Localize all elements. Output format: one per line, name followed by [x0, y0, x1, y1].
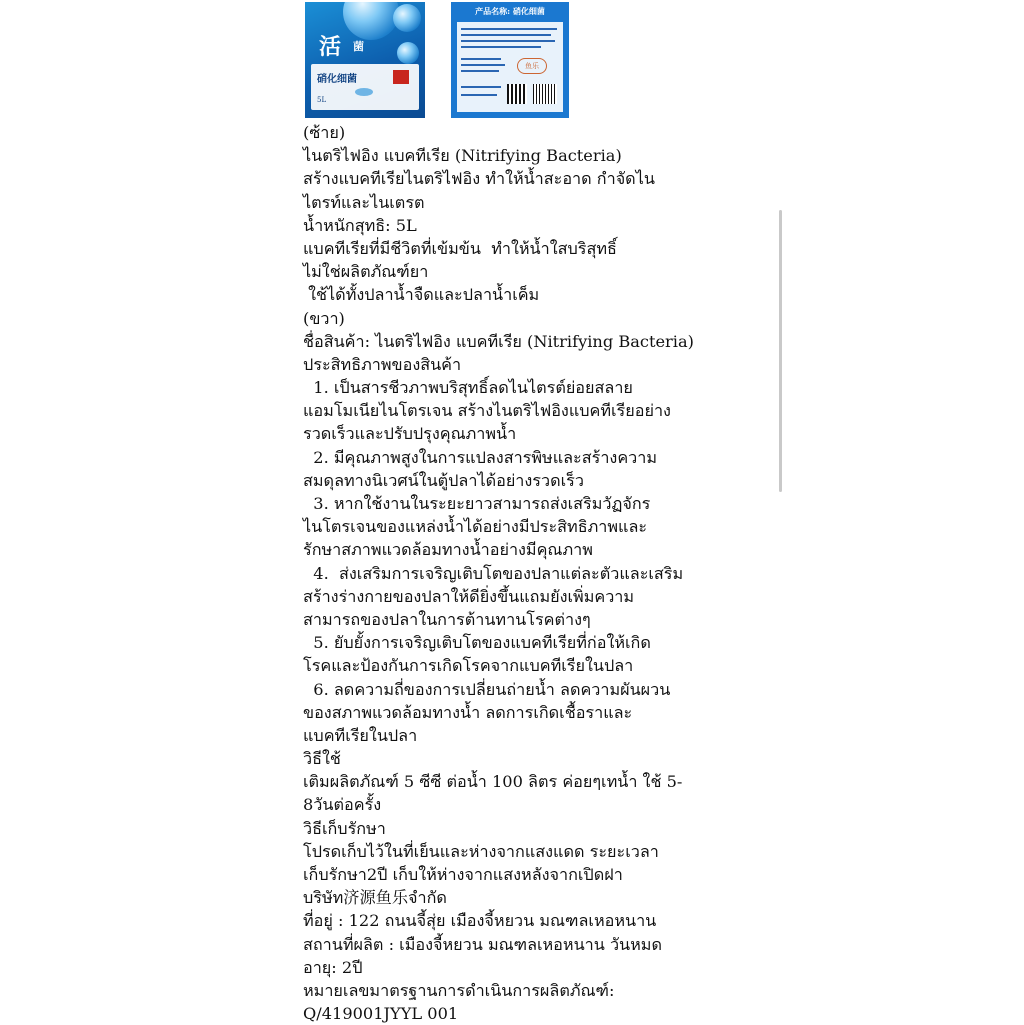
description-line: 6. ลดความถี่ของการเปลี่ยนถ่ายน้ำ ลดความผันผวน — [303, 679, 671, 699]
description-line: สร้างร่างกายของปลาให้ดียิ่งขึ้นแถมยังเพิ่มความ — [303, 586, 635, 606]
description-line: วิธีเก็บรักษา — [303, 818, 386, 838]
description-line: โปรดเก็บไว้ในที่เย็นและห่างจากแสงแดด ระยะเวลา — [303, 841, 659, 861]
description-line: ไตรท์และไนเตรต — [303, 192, 425, 212]
package-brand-subtext: 菌 — [353, 40, 364, 53]
product-description — [303, 121, 733, 1025]
description-line: 3. หากใช้งานในระยะยาวสามารถส่งเสริมวัฏจักร — [303, 494, 651, 513]
description-line: สามารถของปลาในการต้านทานโรคต่างๆ — [303, 609, 591, 629]
fish-icon — [355, 88, 373, 96]
description-line: 2. มีคุณภาพสูงในการแปลงสารพิษและสร้างความ — [303, 447, 657, 467]
description-line: โรคและป้องกันการเกิดโรคจากแบคทีเรียในปลา — [303, 656, 634, 676]
package-back-panel — [457, 22, 563, 112]
description-line: วิธีใช้ — [303, 749, 341, 769]
description-line: (ขวา) — [303, 308, 345, 328]
package-brand-text: 活 — [319, 34, 342, 60]
description-line: ที่อยู่ : 122 ถนนจี้สุ่ย เมืองจี้หยวน มณฑลเหอหนาน — [303, 911, 657, 931]
description-line: ประสิทธิภาพของสินค้า — [303, 354, 462, 374]
package-product-name: 硝化细菌 — [317, 74, 357, 85]
qr-code-icon — [507, 84, 527, 104]
description-line: Q/419001JYYL 001 — [303, 1004, 459, 1024]
description-line: สร้างแบคทีเรียไนตริไฟอิง ทำให้น้ำสะอาด กำจัดไน — [303, 169, 655, 189]
description-line: แบคทีเรียที่มีชีวิตที่เข้มข้น ทำให้น้ำใสบริสุทธิ์ — [303, 238, 617, 258]
description-line: รักษาสภาพแวดล้อมทางน้ำอย่างมีคุณภาพ — [303, 540, 593, 560]
package-logo: 鱼乐 — [517, 58, 547, 74]
description-line: ของสภาพแวดล้อมทางน้ำ ลดการเกิดเชื้อราและ — [303, 702, 633, 722]
description-line: บริษัท济源鱼乐จำกัด — [303, 888, 447, 908]
description-line: แบคทีเรียในปลา — [303, 725, 418, 745]
description-line: หมายเลขมาตรฐานการดำเนินการผลิตภัณฑ์: — [303, 980, 615, 1000]
description-line: 8วันต่อครั้ง — [303, 795, 382, 815]
product-package-front-image — [305, 2, 425, 118]
description-line: เติมผลิตภัณฑ์ 5 ซีซี ต่อน้ำ 100 ลิตร ค่อยๆเทน้ำ ใช้ 5- — [303, 772, 683, 792]
description-line: ไนโตรเจนของแหล่งน้ำได้อย่างมีประสิทธิภาพและ — [303, 517, 648, 537]
description-line: สมดุลทางนิเวศน์ในตู้ปลาได้อย่างรวดเร็ว — [303, 470, 584, 490]
description-line: (ซ้าย) — [303, 123, 346, 142]
barcode-icon — [533, 84, 557, 104]
description-line: ชื่อสินค้า: ไนตริไฟอิง แบคทีเรีย (Nitrifying Bacteria) — [303, 331, 694, 351]
description-line: 4. ส่งเสริมการเจริญเติบโตของปลาแต่ละตัวและเสริม — [303, 563, 684, 583]
package-back-header: 产品名称: 硝化细菌 — [475, 6, 545, 16]
package-net-weight: 5L — [317, 96, 327, 104]
description-line: 1. เป็นสารชีวภาพบริสุทธิ์ลดไนไตรต์ย่อยสลาย — [303, 378, 633, 398]
description-line: ไม่ใช่ผลิตภัณฑ์ยา — [303, 262, 429, 282]
package-label — [311, 64, 419, 110]
description-line: อายุ: 2ปี — [303, 957, 363, 977]
package-mark — [393, 70, 409, 84]
description-line: ใช้ได้ทั้งปลาน้ำจืดและปลาน้ำเค็ม — [303, 285, 540, 305]
description-line: 5. ยับยั้งการเจริญเติบโตของแบคทีเรียที่ก่อให้เกิด — [303, 633, 651, 653]
description-line: สถานที่ผลิต : เมืองจี้หยวน มณฑลเหอหนาน วันหมด — [303, 934, 662, 954]
product-package-back-image — [451, 2, 569, 118]
description-line: ไนตริไฟอิง แบคทีเรีย (Nitrifying Bacteria) — [303, 146, 622, 166]
scrollbar[interactable] — [779, 210, 782, 492]
description-line: แอมโมเนียไนโตรเจน สร้างไนตริไฟอิงแบคทีเรียอย่าง — [303, 401, 671, 421]
description-line: รวดเร็วและปรับปรุงคุณภาพน้ำ — [303, 424, 517, 444]
description-line: น้ำหนักสุทธิ: 5L — [303, 215, 417, 235]
product-images — [305, 2, 575, 120]
description-line: เก็บรักษา2ปี เก็บให้ห่างจากแสงหลังจากเปิดฝา — [303, 865, 623, 884]
